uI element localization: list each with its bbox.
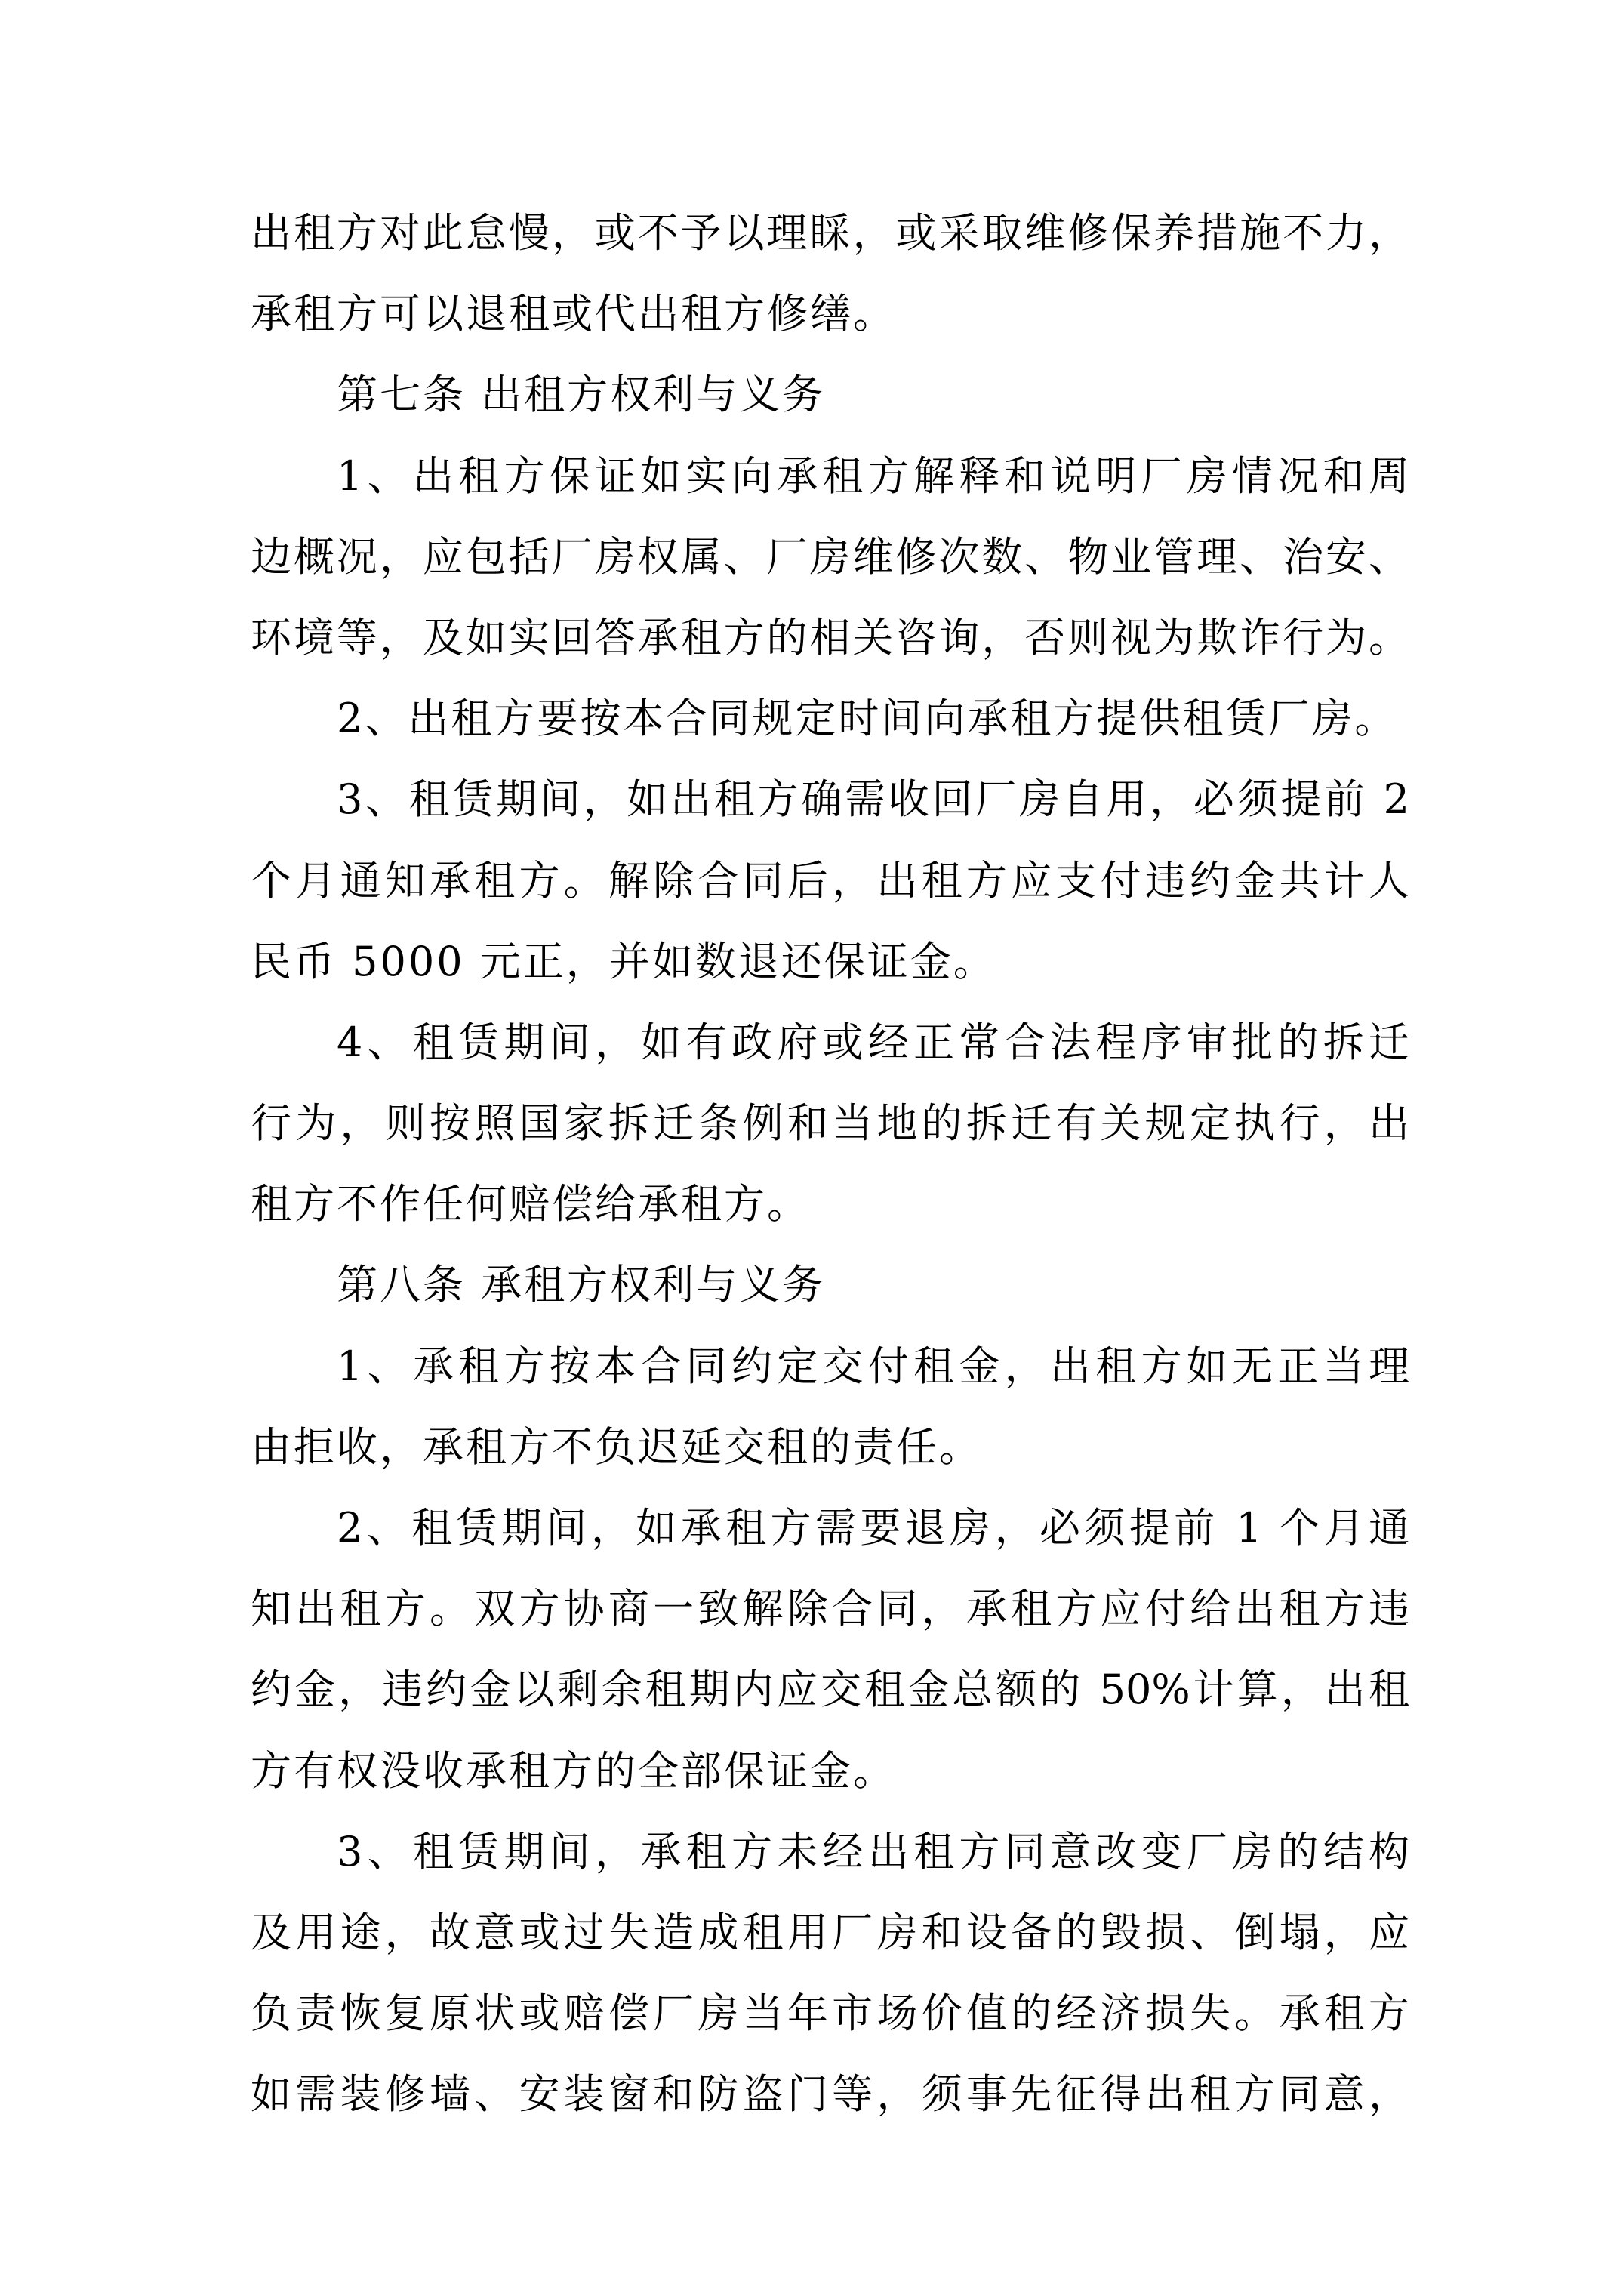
article-8-clause-1 (251, 1326, 1409, 1487)
text-line: 2、租赁期间，如承租方需要退房，必须提前 1 个月通 (337, 1504, 1409, 1552)
text-line: 承租方可以退租或代出租方修缮。 (251, 290, 896, 338)
text-line: 及用途，故意或过失造成租用厂房和设备的毁损、倒塌，应 (251, 1908, 1409, 1956)
text-line: 约金，违约金以剩余租期内应交租金总额的 50%计算，出租 (251, 1666, 1409, 1714)
text-line: 个月通知承租方。解除合同后，出租方应支付违约金共计人 (251, 856, 1409, 905)
text-line: 知出租方。双方协商一致解除合同，承租方应付给出租方违 (251, 1585, 1409, 1633)
text-line: 出租方对此怠慢，或不予以理睬，或采取维修保养措施不力， (251, 209, 1409, 257)
section-heading: 第八条 承租方权利与义务 (337, 1261, 826, 1309)
article-8-heading (251, 1244, 1409, 1325)
text-line: 租方不作任何赔偿给承租方。 (251, 1180, 810, 1228)
text-line: 4、租赁期间，如有政府或经正常合法程序审批的拆迁 (337, 1018, 1409, 1066)
article-7-clause-1 (251, 436, 1409, 679)
text-line: 3、租赁期间，承租方未经出租方同意改变厂房的结构 (337, 1827, 1409, 1875)
text-line: 如需装修墙、安装窗和防盗门等，须事先征得出租方同意， (251, 2070, 1409, 2119)
article-7-heading (251, 354, 1409, 435)
text-line: 环境等，及如实回答承租方的相关咨询，否则视为欺诈行为。 (251, 613, 1409, 661)
text-line: 方有权没收承租方的全部保证金。 (251, 1746, 896, 1795)
article-7-clause-4 (251, 1002, 1409, 1245)
text-line: 2、出租方要按本合同规定时间向承租方提供租赁厂房。 (337, 695, 1398, 743)
text-line: 1、出租方保证如实向承租方解释和说明厂房情况和周 (337, 451, 1409, 500)
text-line: 负责恢复原状或赔偿厂房当年市场价值的经济损失。承租方 (251, 1989, 1409, 2038)
text-line: 边概况，应包括厂房权属、厂房维修次数、物业管理、治安、 (251, 532, 1409, 581)
article-8-clause-2 (251, 1487, 1409, 1811)
document-body (251, 193, 1409, 2135)
text-line: 1、承租方按本合同约定交付租金，出租方如无正当理 (337, 1342, 1409, 1390)
text-line: 由拒收，承租方不负迟延交租的责任。 (251, 1422, 982, 1471)
text-line: 3、租赁期间，如出租方确需收回厂房自用，必须提前 2 (337, 775, 1409, 824)
text-line: 民币 5000 元正，并如数退还保证金。 (251, 937, 996, 985)
paragraph-continued (251, 193, 1409, 354)
article-7-clause-2 (251, 678, 1409, 759)
article-8-clause-3 (251, 1811, 1409, 2135)
section-heading: 第七条 出租方权利与义务 (337, 371, 826, 419)
text-line: 行为，则按照国家拆迁条例和当地的拆迁有关规定执行，出 (251, 1099, 1409, 1148)
article-7-clause-3 (251, 759, 1409, 1002)
